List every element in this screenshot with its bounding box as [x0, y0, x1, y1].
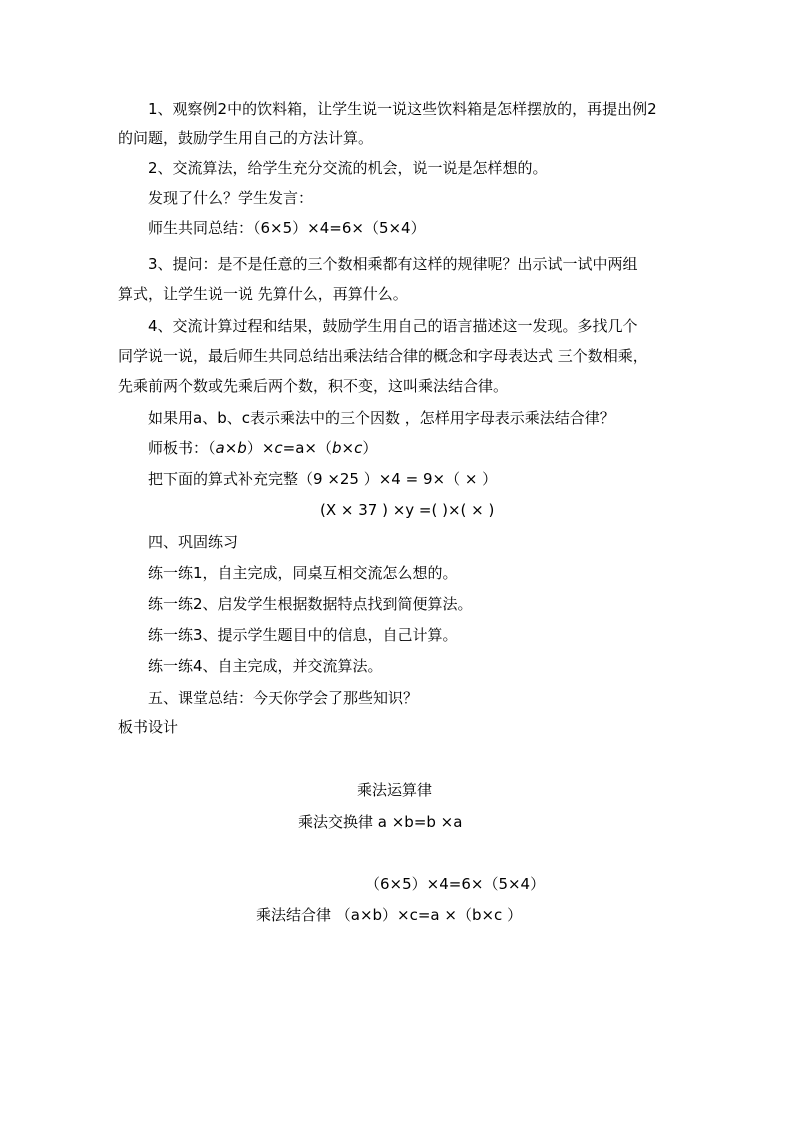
text-line: 练一练1，自主完成，同桌互相交流怎么想的。 [148, 564, 458, 582]
text-line: 练一练3、提示学生题目中的信息，自己计算。 [148, 626, 458, 644]
formula-var: a [215, 439, 225, 457]
formula-op: × [224, 439, 238, 457]
formula-prefix: 师板书：（ [148, 439, 216, 457]
text-line: (X × 37 ) ×y =( )×( × ) [320, 501, 495, 519]
board-title: 乘法运算律 [357, 781, 433, 799]
section-heading: 四、巩固练习 [148, 533, 239, 551]
text-line: 2、交流算法，给学生充分交流的机会，说一说是怎样想的。 [148, 159, 548, 177]
board-associative: 乘法结合律 （a×b）×c=a ×（b×c ） [256, 906, 523, 924]
text-line: 如果用a、b、c表示乘法中的三个因数 ，怎样用字母表示乘法结合律？ [148, 409, 615, 427]
text-line: 的问题，鼓励学生用自己的方法计算。 [118, 129, 374, 147]
board-commutative: 乘法交换律 a ×b=b ×a [298, 813, 463, 831]
section-heading: 板书设计 [118, 718, 179, 736]
text-line: 练一练4、自主完成，并交流算法。 [148, 657, 383, 675]
text-line: 同学说一说，最后师生共同总结出乘法结合律的概念和字母表达式 三个数相乘， [118, 347, 648, 365]
formula-op: ） [362, 439, 378, 457]
formula-var: b [237, 439, 247, 457]
formula-var: c [274, 439, 283, 457]
text-line: 练一练2、启发学生根据数据特点找到简便算法。 [148, 595, 473, 613]
board-example: （6×5）×4=6×（5×4） [365, 875, 546, 893]
formula-op: ）× [246, 439, 275, 457]
section-heading: 五、课堂总结：今天你学会了那些知识？ [148, 689, 419, 707]
formula-line [148, 438, 377, 458]
formula-var: b [332, 439, 342, 457]
text-line: 先乘前两个数或先乘后两个数，积不变，这叫乘法结合律。 [118, 377, 509, 395]
text-line: 4、交流计算过程和结果，鼓励学生用自己的语言描述这一发现。多找几个 [148, 317, 638, 335]
text-line: 师生共同总结：（6×5）×4=6×（5×4） [148, 219, 426, 237]
text-line: 算式，让学生说一说 先算什么，再算什么。 [118, 285, 408, 303]
formula-var: c [354, 439, 363, 457]
text-line: 把下面的算式补充完整（9 ×25 ）×4 = 9×（ × ） [148, 470, 498, 488]
text-line: 1、观察例2中的饮料箱，让学生说一说这些饮料箱是怎样摆放的，再提出例2 [148, 100, 657, 118]
text-line: 发现了什么？学生发言： [148, 189, 314, 207]
formula-op: × [341, 439, 355, 457]
formula-op: =a×（ [282, 439, 332, 457]
text-line: 3、提问：是不是任意的三个数相乘都有这样的规律呢？出示试一试中两组 [148, 255, 638, 273]
